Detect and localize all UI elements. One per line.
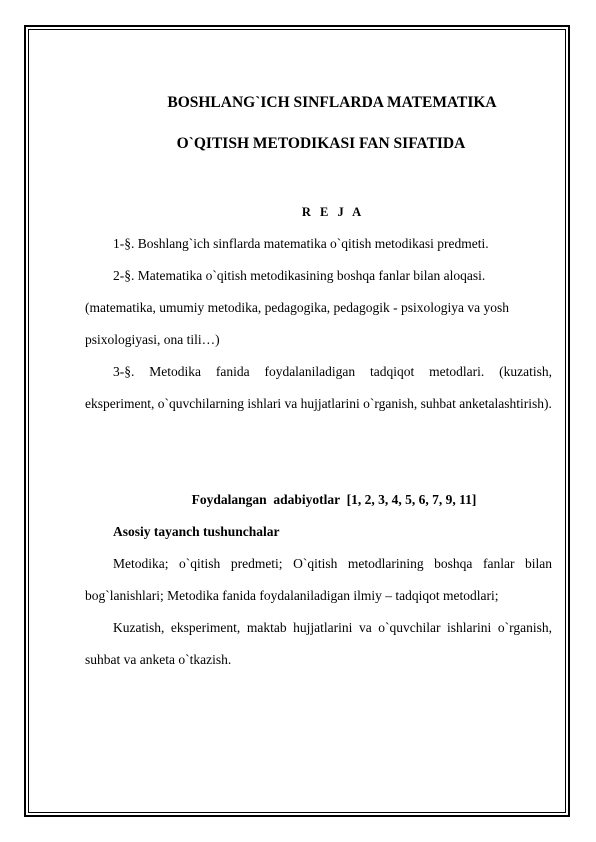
key-concepts-paragraph-1: Metodika; o`qitish predmeti; O`qitish metodlarining boshqa fanlar bilan bog`lanishlari; Metodika fanida foydalaniladigan ilmiy – tadqiqot metodlari; xyxy=(85,556,552,603)
document-title-line-2: O`QITISH METODIKASI FAN SIFATIDA xyxy=(176,135,466,152)
plan-item-3: 3-§. Metodika fanida foydalaniladigan tadqiqot metodlari. (kuzatish, eksperiment, o`quvchilarning ishlari va hujjatlarini o`rganish, suhbat anketalashtirish). xyxy=(85,364,552,411)
plan-heading: R E J A xyxy=(301,205,365,219)
key-concepts-paragraph-2: Kuzatish, eksperiment, maktab hujjatlarini va o`quvchilar ishlarini o`rganish, suhbat va anketa o`tkazish. xyxy=(85,620,552,667)
key-concepts-heading: Asosiy tayanch tushunchalar xyxy=(113,524,280,539)
document-title-line-1: BOSHLANG`ICH SINFLARDA MATEMATIKA xyxy=(167,94,497,111)
references-line: Foydalangan adabiyotlar [1, 2, 3, 4, 5, 6, 7, 9, 11] xyxy=(191,492,477,507)
plan-item-2: 2-§. Matematika o`qitish metodikasining boshqa fanlar bilan aloqasi. xyxy=(113,268,486,283)
plan-item-2-note: (matematika, umumiy metodika, pedagogika, pedagogik - psixologiya va yosh psixologiyasi, ona tili…) xyxy=(85,300,510,347)
plan-item-1: 1-§. Boshlang`ich sinflarda matematika o`qitish metodikasi predmeti. xyxy=(113,236,489,251)
